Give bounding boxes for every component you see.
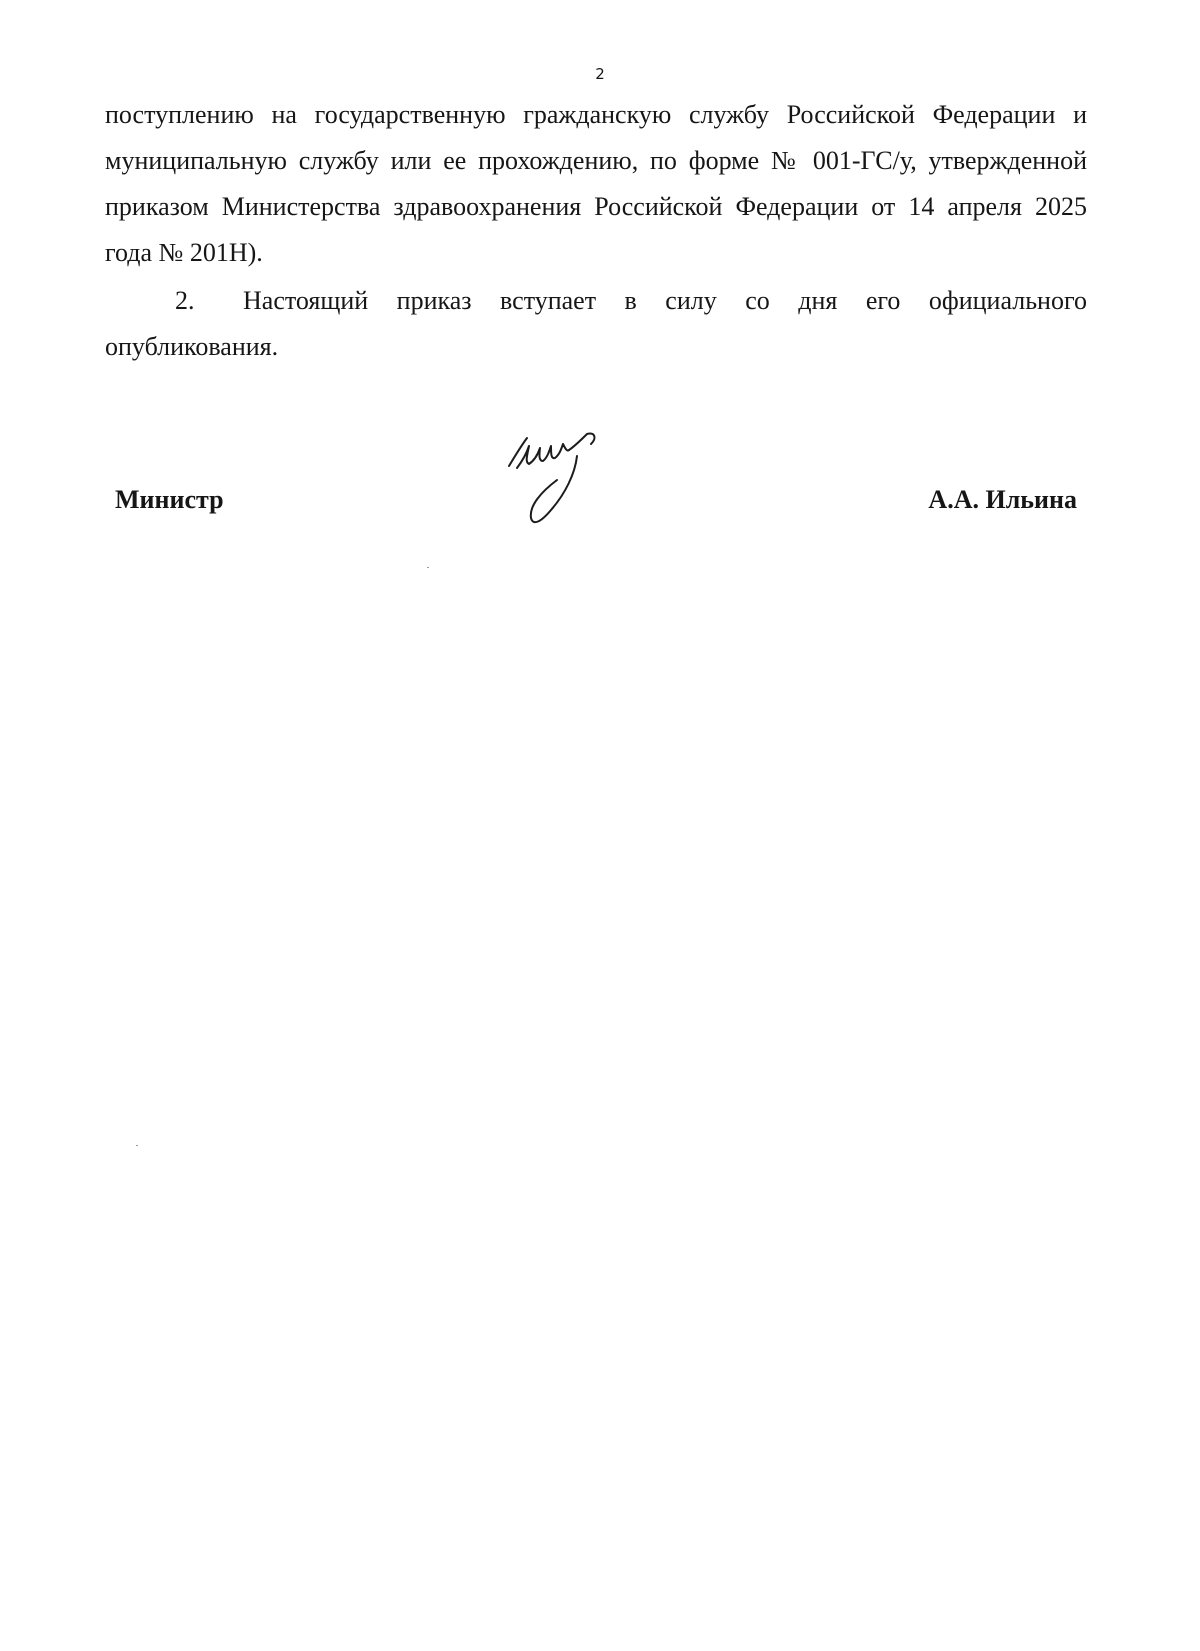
paragraph-number: 2.	[175, 286, 195, 315]
document-body	[105, 92, 1087, 370]
scan-speck	[136, 1145, 138, 1146]
paragraph-item-2	[105, 278, 1087, 370]
paragraph-text: Настоящий приказ вступает в силу со дня его официального опубликования.	[105, 286, 1087, 361]
scan-speck	[427, 567, 429, 568]
signature-row	[0, 484, 1200, 524]
signer-name: А.А. Ильина	[928, 485, 1077, 514]
page-number: 2	[595, 65, 605, 83]
paragraph-continuation: поступлению на государственную гражданскую службу Российской Федерации и муниципальную службу или ее прохождению, по форме № 001-ГС/у, утвержденной приказом Министерства здравоохранения Российской Федерации от 14 апреля 2025 года № 201Н).	[105, 100, 1087, 267]
signer-title: Министр	[115, 485, 224, 514]
